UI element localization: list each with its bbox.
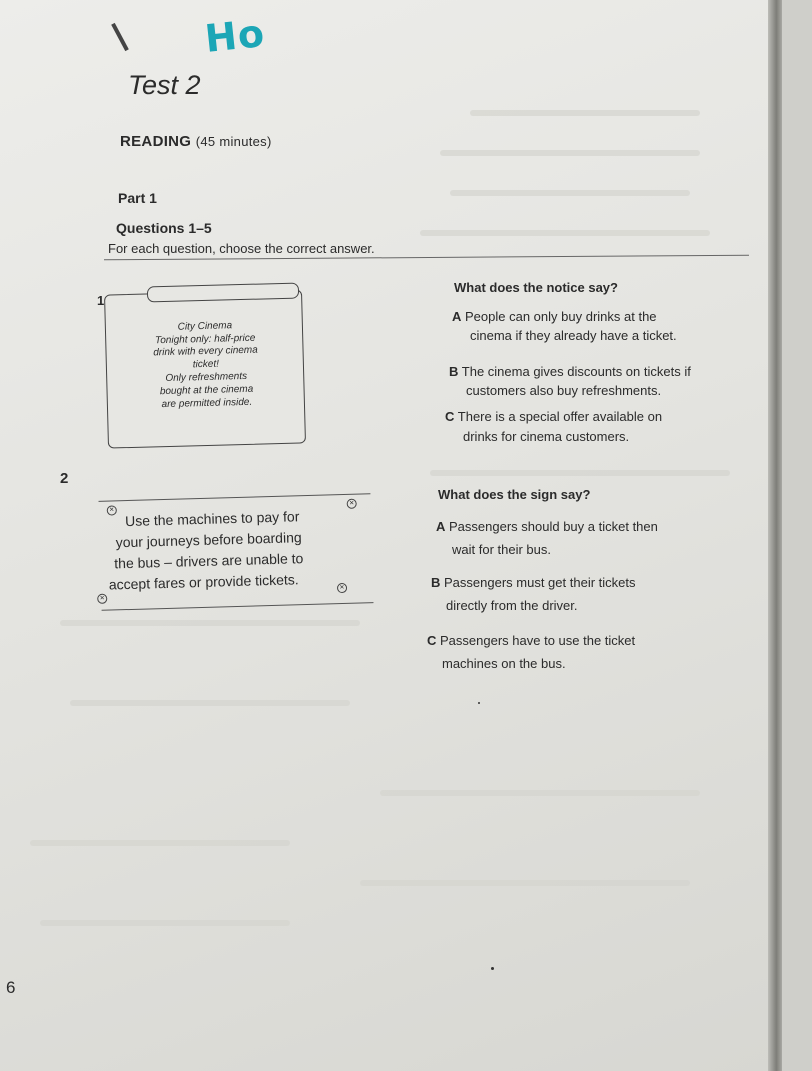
- notice-line: Only refreshments: [165, 370, 248, 385]
- screw-icon: ✕: [97, 594, 107, 604]
- handwritten-note: Ho: [202, 10, 268, 62]
- notice-line: Tonight only: half-price: [154, 332, 256, 347]
- notice-line: are permitted inside.: [161, 396, 253, 411]
- sign-line: accept fares or provide tickets.: [108, 571, 299, 593]
- option-text: Passengers must get their tickets: [444, 575, 636, 590]
- instruction-text: For each question, choose the correct answer.: [108, 241, 375, 256]
- option-letter: A: [452, 309, 462, 324]
- q2-option-c[interactable]: [427, 632, 635, 650]
- page-number: 6: [6, 978, 16, 997]
- q1-option-b[interactable]: [449, 363, 691, 381]
- option-letter: B: [431, 575, 441, 590]
- sign-line: Use the machines to pay for: [124, 508, 300, 530]
- notice-line: City Cinema: [177, 320, 233, 333]
- q1-option-a-cont: cinema if they already have a ticket.: [470, 328, 677, 343]
- option-text: The cinema gives discounts on tickets if: [461, 364, 691, 379]
- option-text: Passengers have to use the ticket: [440, 633, 636, 648]
- ink-dot: [478, 702, 480, 704]
- cinema-notice: [104, 289, 306, 448]
- screw-icon: ✕: [107, 505, 117, 515]
- ink-dot: [491, 967, 494, 970]
- option-text: People can only buy drinks at the: [465, 309, 657, 324]
- q2-option-a-cont: wait for their bus.: [452, 542, 551, 557]
- option-letter: C: [427, 633, 437, 648]
- q1-option-b-cont: customers also buy refreshments.: [466, 383, 662, 398]
- screw-icon: ✕: [347, 499, 357, 509]
- option-text: Passengers should buy a ticket then: [449, 519, 658, 534]
- section-duration: (45 minutes): [195, 134, 272, 149]
- notice-line: bought at the cinema: [159, 383, 254, 398]
- question-2-prompt: What does the sign say?: [438, 487, 591, 502]
- pen-mark: [111, 23, 129, 51]
- option-text: There is a special offer available on: [457, 409, 663, 424]
- page-title: Test 2: [128, 70, 201, 100]
- q2-option-b-cont: directly from the driver.: [446, 598, 578, 613]
- q2-option-a[interactable]: [436, 518, 658, 536]
- option-letter: B: [449, 364, 459, 379]
- bus-sign: [99, 493, 374, 611]
- screw-icon: ✕: [337, 583, 347, 593]
- question-1-prompt: What does the notice say?: [454, 280, 618, 295]
- questions-range: Questions 1–5: [116, 220, 212, 236]
- facing-page-edge: [782, 0, 812, 1071]
- q2-option-b[interactable]: [431, 574, 636, 592]
- question-number-1: 1: [97, 293, 105, 308]
- q1-option-a[interactable]: [452, 308, 657, 326]
- q1-option-c-cont: drinks for cinema customers.: [463, 429, 630, 444]
- section-name: READING: [120, 133, 192, 150]
- notice-line: ticket!: [192, 358, 220, 371]
- section-heading: [120, 133, 272, 150]
- book-spine: [768, 0, 782, 1071]
- notice-scroll-curl: [147, 283, 299, 303]
- question-number-2: 2: [60, 470, 69, 487]
- q1-option-c[interactable]: [445, 408, 662, 426]
- sign-line: the bus – drivers are unable to: [114, 550, 304, 572]
- sign-line: your journeys before boarding: [115, 529, 302, 551]
- part-heading: Part 1: [118, 190, 157, 206]
- option-letter: C: [445, 409, 455, 424]
- option-letter: A: [436, 519, 446, 534]
- q2-option-c-cont: machines on the bus.: [442, 656, 566, 671]
- notice-line: drink with every cinema: [153, 344, 258, 359]
